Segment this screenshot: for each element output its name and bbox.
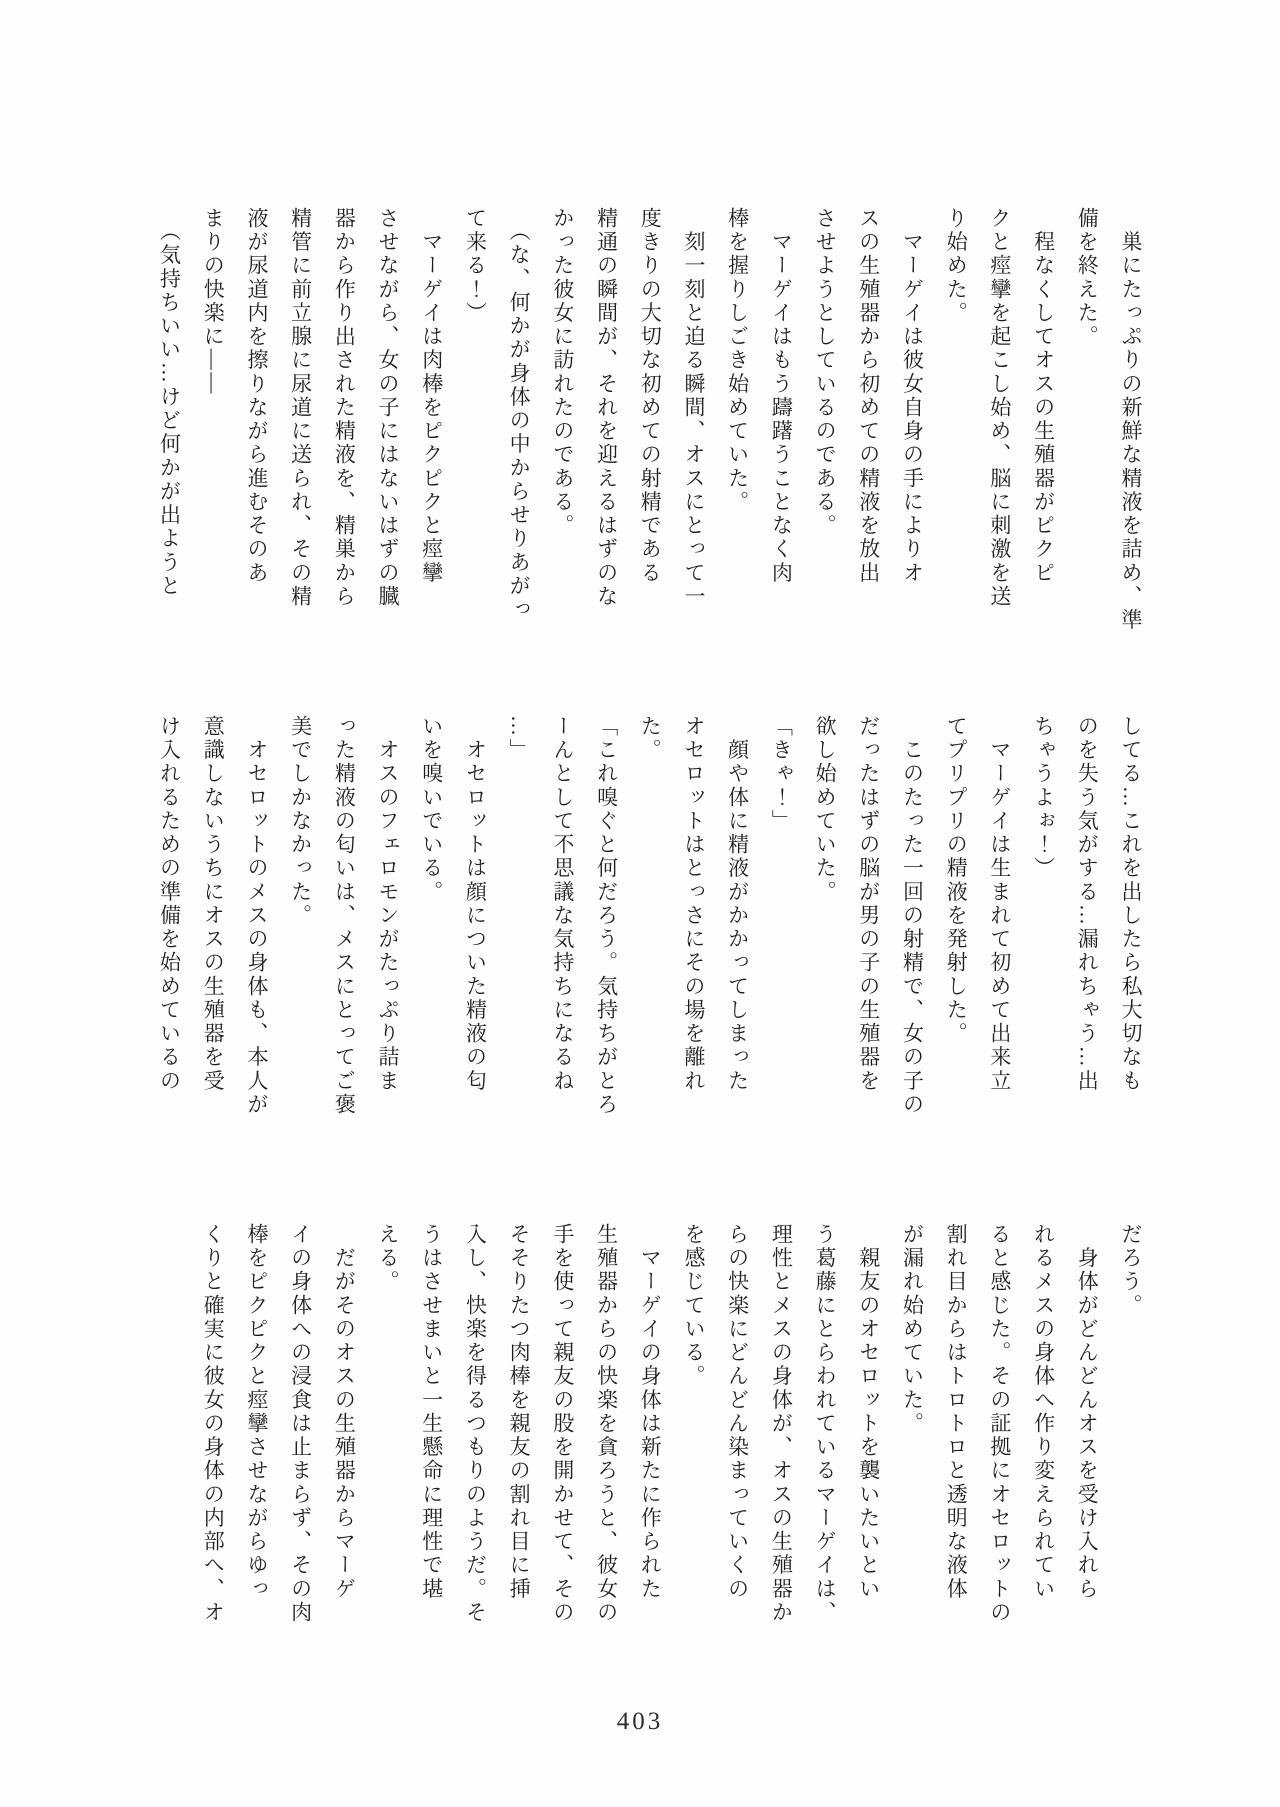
text-column: いを嗅いでいる。	[419, 715, 444, 904]
text-column: してる…これを出したら私大切なも	[1119, 715, 1143, 1093]
text-column: （な、何かが身体の中からせりあがっ	[507, 207, 532, 622]
text-column: ちゃうよぉ！）	[1031, 715, 1056, 881]
text-column: 手を使って親友の股を開かせて、その	[550, 1223, 575, 1625]
text-column: 棒をピクピクと痙攣させながらゆっ	[244, 1223, 269, 1601]
text-column: 「きゃ！」	[769, 715, 794, 834]
text-column: （気持ちいい…けど何かが出ようと	[157, 207, 182, 599]
text-column: 親友のオセロットを襲いたいとい	[856, 1223, 881, 1601]
text-column: マーゲイの身体は新たに作られた	[638, 1223, 663, 1601]
text-column: 割れ目からはトロトロと透明な液体	[944, 1223, 969, 1601]
text-column: このたった一回の射精で、女の子の	[900, 715, 925, 1117]
text-column: イの身体への浸食は止まらず、その肉	[288, 1223, 313, 1625]
text-column: 精通の瞬間が、それを迎えるはずのな	[594, 207, 619, 609]
text-column: 欲し始めていた。	[813, 715, 838, 904]
text-column: 生殖器からの快楽を貪ろうと、彼女の	[594, 1223, 619, 1625]
text-column: まりの快楽に――	[201, 207, 226, 396]
text-column: オスのフェロモンがたっぷり詰ま	[376, 715, 401, 1093]
text-column: クと痙攣を起こし始め、脳に刺激を送	[987, 207, 1012, 609]
text-column: のを失う気がする…漏れちゃう…出	[1075, 715, 1100, 1093]
text-column: う葛藤にとらわれているマーゲイは、	[813, 1223, 838, 1625]
text-column: け入れるための準備を始めているの	[157, 715, 182, 1093]
text-column: マーゲイは彼女自身の手によりオ	[900, 207, 925, 585]
text-column: が漏れ始めていた。	[900, 1223, 925, 1436]
text-column: マーゲイはもう躊躇うことなく肉	[769, 207, 794, 585]
text-column: うはさせまいと一生懸命に理性で堪	[419, 1223, 444, 1601]
text-column: て来る！）	[463, 207, 488, 326]
text-column: 美でしかなかった。	[288, 715, 313, 928]
text-column: だろう。	[1119, 1223, 1143, 1318]
text-column: オセロットは顔についた精液の匂	[463, 715, 488, 1093]
text-column: 理性とメスの身体が、オスの生殖器か	[769, 1223, 794, 1625]
page-number: 403	[616, 1708, 664, 1735]
text-column: 意識しないうちにオスの生殖器を受	[201, 715, 226, 1093]
text-column: マーゲイは肉棒をピクピクと痙攣	[419, 207, 444, 585]
text-column: える。	[376, 1223, 401, 1294]
text-block-top	[147, 207, 1152, 633]
text-column: させながら、女の子にはないはずの臓	[376, 207, 401, 609]
text-column: 刻一刻と迫る瞬間、オスにとって一	[681, 207, 706, 609]
text-block-bottom	[191, 1223, 1152, 1637]
text-column: 巣にたっぷりの新鮮な精液を詰め、準	[1119, 207, 1143, 633]
text-column: 液が尿道内を擦りながら進むそのあ	[244, 207, 269, 585]
text-column: 入し、快楽を得るつもりのようだ。そ	[463, 1223, 488, 1625]
text-column: そそりたつ肉棒を親友の割れ目に挿	[507, 1223, 532, 1601]
text-column: らの快楽にどんどん染まっていくの	[725, 1223, 750, 1601]
text-column: 棒を握りしごき始めていた。	[725, 207, 750, 515]
text-column: かった彼女に訪れたのである。	[550, 207, 575, 538]
text-column: ると感じた。その証拠にオセロットの	[987, 1223, 1012, 1625]
text-column: を感じている。	[681, 1223, 706, 1389]
text-block-middle	[147, 715, 1152, 1129]
text-column: 身体がどんどんオスを受け入れら	[1075, 1223, 1100, 1601]
text-column: 程なくしてオスの生殖器がピクピ	[1031, 207, 1056, 585]
text-column: った精液の匂いは、メスにとってご褒	[332, 715, 357, 1117]
text-column: だがそのオスの生殖器からマーゲ	[332, 1223, 357, 1601]
text-column: スの生殖器から初めての精液を放出	[856, 207, 881, 585]
text-column: てプリプリの精液を発射した。	[944, 715, 969, 1046]
text-column: させようとしているのである。	[813, 207, 838, 538]
text-column: …」	[507, 715, 532, 763]
text-column: れるメスの身体へ作り変えられてい	[1031, 1223, 1056, 1601]
text-column: り始めた。	[944, 207, 969, 326]
text-column: 器から作り出された精液を、精巣から	[332, 207, 357, 609]
text-column: 精管に前立腺に尿道に送られ、その精	[288, 207, 313, 609]
text-column: くりと確実に彼女の身体の内部へ、オ	[201, 1223, 226, 1625]
text-column: オセロットのメスの身体も、本人が	[244, 715, 269, 1117]
text-column: マーゲイは生まれて初めて出来立	[987, 715, 1012, 1093]
text-column: 顔や体に精液がかかってしまった	[725, 715, 750, 1093]
text-column: 度きりの大切な初めての射精である	[638, 207, 663, 585]
text-column: 「これ嗅ぐと何だろう。気持ちがとろ	[594, 715, 619, 1117]
text-column: だったはずの脳が男の子の生殖器を	[856, 715, 881, 1093]
text-column: た。	[638, 715, 663, 763]
text-column: オセロットはとっさにその場を離れ	[681, 715, 706, 1093]
text-column: 備を終えた。	[1075, 207, 1100, 349]
text-column: ーんとして不思議な気持ちになるね	[550, 715, 575, 1093]
